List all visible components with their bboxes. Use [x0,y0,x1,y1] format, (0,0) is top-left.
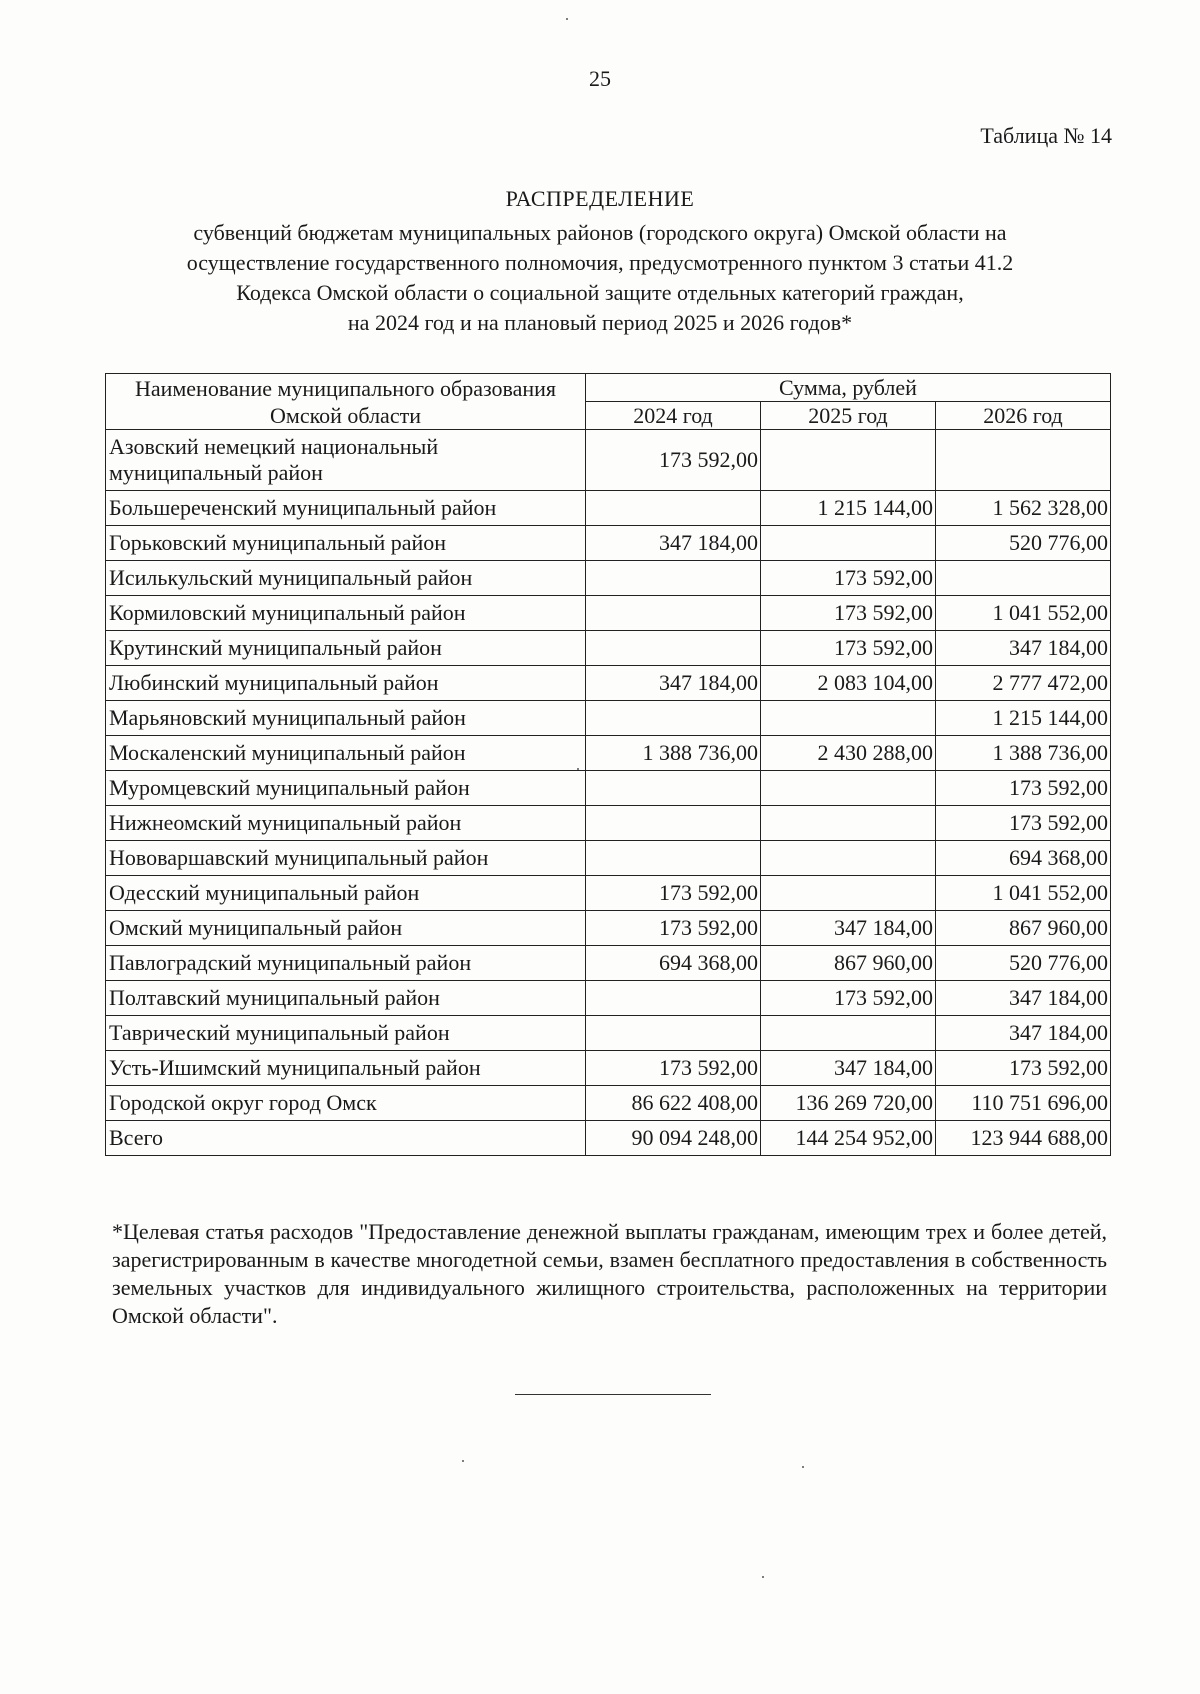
amount-2026-cell: 123 944 688,00 [936,1121,1111,1156]
amount-2025-cell [761,430,936,491]
municipality-name-cell: Таврический муниципальный район [106,1016,586,1051]
amount-2024-cell: 86 622 408,00 [586,1086,761,1121]
amount-2026-cell: 1 562 328,00 [936,491,1111,526]
amount-2026-cell: 347 184,00 [936,1016,1111,1051]
table-row [106,771,1111,806]
amount-2026-cell: 110 751 696,00 [936,1086,1111,1121]
footnote: *Целевая статья расходов "Предоставление денежной выплаты гражданам, имеющим трех и более детей, зарегистрированным в качестве многодетной семьи, взамен бесплатного предоставления в собственность земельных участков для индивидуального жилищного строительства, расположенных на территории Омской области". [112,1219,1107,1328]
amount-2026-cell: 1 388 736,00 [936,736,1111,771]
municipality-name-cell: Нижнеомский муниципальный район [106,806,586,841]
table-row [106,596,1111,631]
header-sum-group: Сумма, рублей [586,374,1111,402]
amount-2025-cell: 173 592,00 [761,981,936,1016]
amount-2026-cell: 694 368,00 [936,841,1111,876]
amount-2025-cell: 173 592,00 [761,631,936,666]
municipality-name-cell: Городской округ город Омск [106,1086,586,1121]
amount-2024-cell [586,771,761,806]
amount-2025-cell: 144 254 952,00 [761,1121,936,1156]
amount-2025-cell: 136 269 720,00 [761,1086,936,1121]
amount-2025-cell [761,841,936,876]
amount-2025-cell [761,701,936,736]
table-label: Таблица № 14 [980,123,1112,148]
amount-2025-cell [761,771,936,806]
table-row [106,1086,1111,1121]
header-municipality: Наименование муниципального образования Омской области [106,374,586,430]
table-row [106,876,1111,911]
document-title [0,184,1200,338]
municipality-name-cell: Азовский немецкий национальный муниципальный район [106,430,586,491]
amount-2025-cell [761,876,936,911]
table-row [106,430,1111,491]
header-year-2025: 2025 год [761,402,936,430]
municipality-name-cell: Горьковский муниципальный район [106,526,586,561]
amount-2024-cell [586,806,761,841]
title-line: Кодекса Омской области о социальной защите отдельных категорий граждан, [236,280,964,305]
title-line: на 2024 год и на плановый период 2025 и 2026 годов* [347,310,853,335]
amount-2024-cell: 694 368,00 [586,946,761,981]
municipality-name-cell: Полтавский муниципальный район [106,981,586,1016]
amount-2024-cell: 173 592,00 [586,430,761,491]
amount-2026-cell [936,561,1111,596]
table-row [106,981,1111,1016]
municipality-name-cell: Павлоградский муниципальный район [106,946,586,981]
amount-2026-cell [936,430,1111,491]
table-row [106,666,1111,701]
amount-2026-cell: 173 592,00 [936,806,1111,841]
amount-2025-cell [761,1016,936,1051]
municipality-name-cell: Большереченский муниципальный район [106,491,586,526]
amount-2026-cell: 1 041 552,00 [936,876,1111,911]
table-row [106,631,1111,666]
municipality-name-cell: Крутинский муниципальный район [106,631,586,666]
amount-2026-cell: 347 184,00 [936,631,1111,666]
municipality-name-cell: Усть-Ишимский муниципальный район [106,1051,586,1086]
amount-2024-cell: 1 388 736,00 [586,736,761,771]
amount-2026-cell: 173 592,00 [936,1051,1111,1086]
title-line: субвенций бюджетам муниципальных районов (городского округа) Омской области на [193,220,1007,245]
table-row [106,911,1111,946]
table-row [106,561,1111,596]
amount-2025-cell: 2 083 104,00 [761,666,936,701]
municipality-name-cell: Исилькульский муниципальный район [106,561,586,596]
amount-2026-cell: 520 776,00 [936,526,1111,561]
table-row [106,736,1111,771]
municipality-name-cell: Нововаршавский муниципальный район [106,841,586,876]
title-line: осуществление государственного полномочия, предусмотренного пунктом 3 статьи 41.2 [186,250,1014,275]
header-year-2026: 2026 год [936,402,1111,430]
amount-2026-cell: 520 776,00 [936,946,1111,981]
amount-2026-cell: 347 184,00 [936,981,1111,1016]
amount-2025-cell: 173 592,00 [761,596,936,631]
header-year-2024: 2024 год [586,402,761,430]
title-heading: РАСПРЕДЕЛЕНИЕ [505,186,695,211]
amount-2025-cell: 867 960,00 [761,946,936,981]
amount-2025-cell: 173 592,00 [761,561,936,596]
table-body [106,430,1111,1156]
amount-2024-cell: 347 184,00 [586,666,761,701]
municipality-name-cell: Москаленский муниципальный район [106,736,586,771]
table-row [106,491,1111,526]
page-number: 25 [589,66,611,91]
table-row [106,841,1111,876]
amount-2024-cell: 173 592,00 [586,1051,761,1086]
amount-2025-cell: 2 430 288,00 [761,736,936,771]
amount-2025-cell [761,806,936,841]
table-row [106,526,1111,561]
amount-2025-cell: 1 215 144,00 [761,491,936,526]
municipality-name-cell: Всего [106,1121,586,1156]
amount-2026-cell: 867 960,00 [936,911,1111,946]
amount-2026-cell: 2 777 472,00 [936,666,1111,701]
amount-2024-cell [586,1016,761,1051]
amount-2024-cell [586,701,761,736]
amount-2024-cell [586,561,761,596]
municipality-name-cell: Омский муниципальный район [106,911,586,946]
table-row [106,806,1111,841]
municipality-name-cell: Одесский муниципальный район [106,876,586,911]
table-row [106,701,1111,736]
municipality-name-cell: Марьяновский муниципальный район [106,701,586,736]
table-row [106,946,1111,981]
distribution-table [105,373,1111,1156]
amount-2024-cell [586,491,761,526]
amount-2025-cell [761,526,936,561]
municipality-name-cell: Любинский муниципальный район [106,666,586,701]
table-row [106,1016,1111,1051]
amount-2024-cell: 347 184,00 [586,526,761,561]
amount-2026-cell: 1 041 552,00 [936,596,1111,631]
amount-2024-cell: 90 094 248,00 [586,1121,761,1156]
amount-2024-cell [586,981,761,1016]
amount-2024-cell [586,596,761,631]
amount-2025-cell: 347 184,00 [761,911,936,946]
amount-2026-cell: 1 215 144,00 [936,701,1111,736]
municipality-name-cell: Кормиловский муниципальный район [106,596,586,631]
table-header-row [106,374,1111,402]
amount-2024-cell: 173 592,00 [586,911,761,946]
table-row [106,1051,1111,1086]
amount-2024-cell: 173 592,00 [586,876,761,911]
table-row [106,1121,1111,1156]
amount-2024-cell [586,631,761,666]
footnote-divider [515,1394,711,1395]
amount-2024-cell [586,841,761,876]
amount-2026-cell: 173 592,00 [936,771,1111,806]
amount-2025-cell: 347 184,00 [761,1051,936,1086]
municipality-name-cell: Муромцевский муниципальный район [106,771,586,806]
